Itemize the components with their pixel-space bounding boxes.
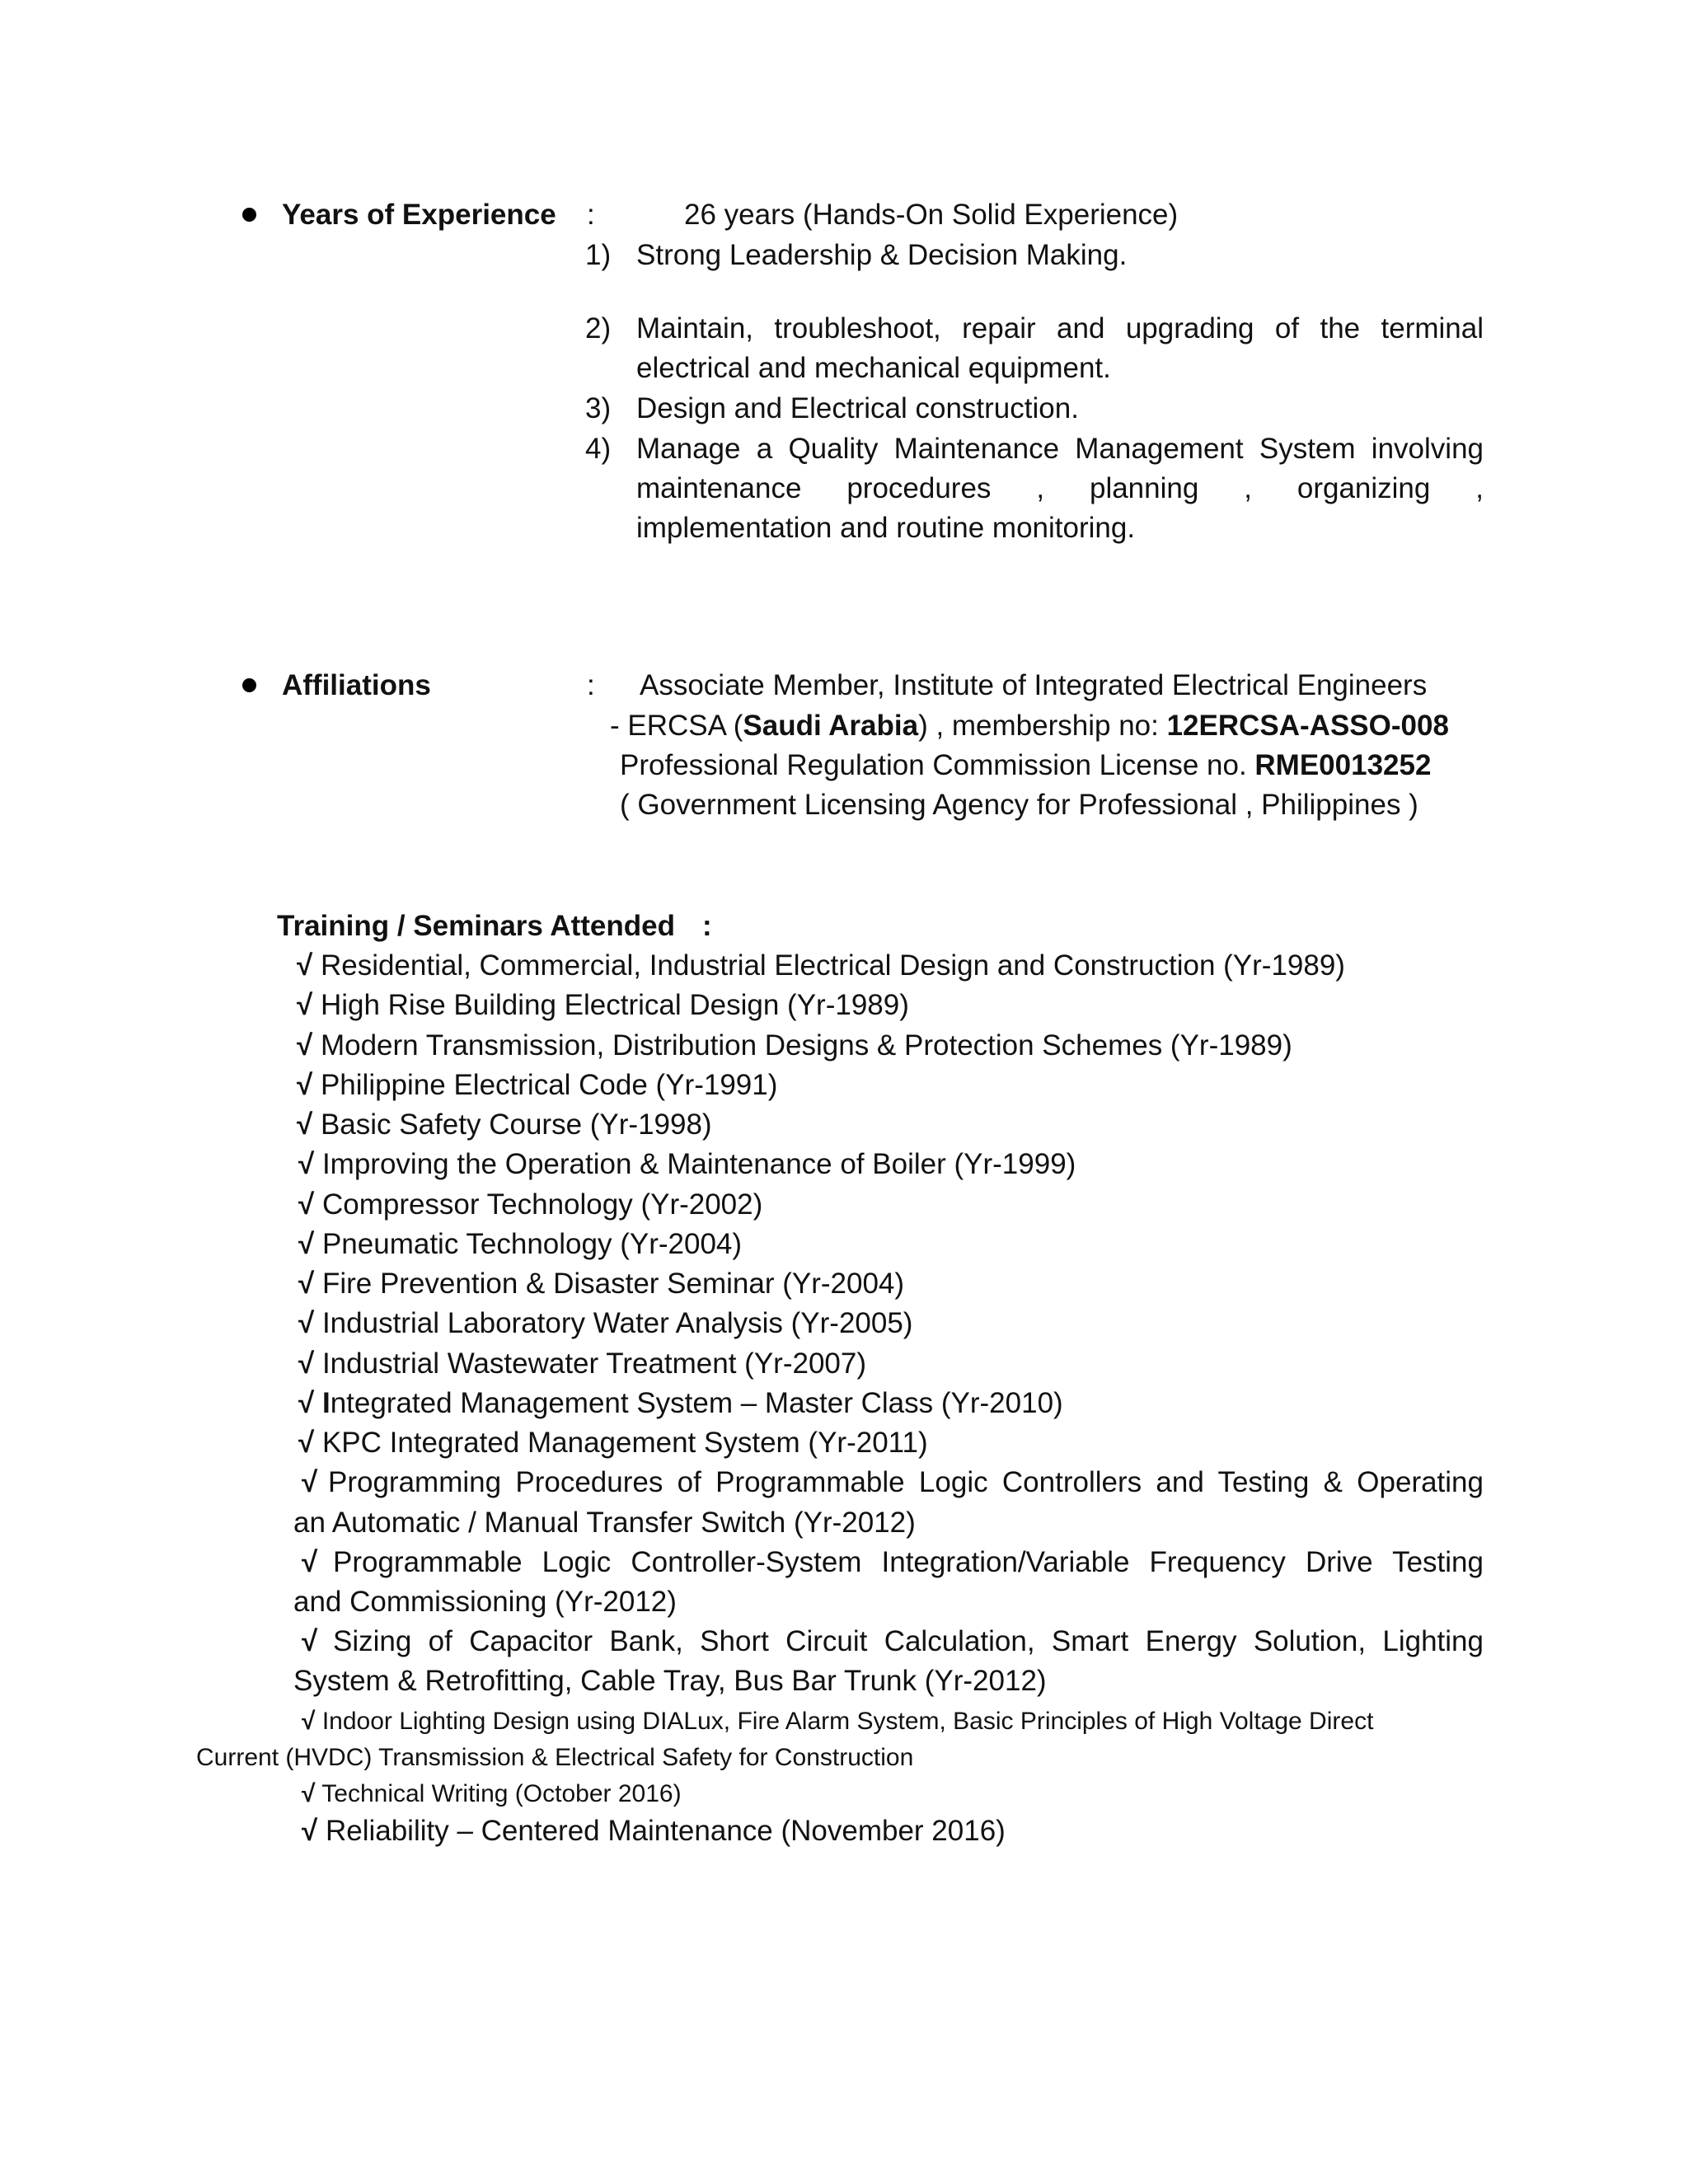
- check-icon: √: [297, 1069, 313, 1101]
- training-item: √ Industrial Wastewater Treatment (Yr-2007): [298, 1347, 867, 1380]
- check-icon: √: [297, 1108, 313, 1141]
- experience-item-number: 1): [585, 239, 612, 271]
- affiliation-line: ( Government Licensing Agency for Professional , Philippines ): [620, 789, 1418, 821]
- check-icon: √: [302, 1546, 318, 1578]
- check-icon: √: [302, 1780, 316, 1807]
- training-item: √ High Rise Building Electrical Design (Yr-1989): [297, 989, 909, 1021]
- training-item: √ Modern Transmission, Distribution Designs & Protection Schemes (Yr-1989): [297, 1029, 1292, 1062]
- affiliations-colon: :: [587, 669, 595, 701]
- training-item-text: and Commissioning (Yr-2012): [293, 1586, 677, 1618]
- training-item-text: Programming Procedures of Programmable Logic Controllers and Testing & Operating: [328, 1466, 1484, 1498]
- check-icon: √: [302, 1625, 318, 1657]
- experience-colon: :: [587, 199, 595, 231]
- affiliation-line: - ERCSA (Saudi Arabia) , membership no: 12ERCSA-ASSO-008: [610, 710, 1449, 742]
- training-item: √ Industrial Laboratory Water Analysis (Yr-2005): [298, 1307, 913, 1339]
- training-item: √ Residential, Commercial, Industrial Electrical Design and Construction (Yr-1989): [297, 949, 1345, 982]
- check-icon: √: [298, 1347, 315, 1380]
- affiliation-line: Professional Regulation Commission License no. RME0013252: [620, 749, 1432, 781]
- training-heading: Training / Seminars Attended: [277, 910, 675, 942]
- check-icon: √: [298, 1148, 315, 1180]
- training-item: √ KPC Integrated Management System (Yr-2011): [298, 1427, 928, 1459]
- affiliations-label: Affiliations: [282, 669, 431, 701]
- check-icon: √: [297, 1029, 313, 1062]
- affiliation-line: Associate Member, Institute of Integrated Electrical Engineers: [640, 669, 1428, 701]
- check-icon: √: [302, 1466, 318, 1498]
- check-icon: √: [298, 1427, 315, 1459]
- training-item-text: System & Retrofitting, Cable Tray, Bus Bar Trunk (Yr-2012): [293, 1665, 1047, 1697]
- training-item: √ Indoor Lighting Design using DIALux, Fire Alarm System, Basic Principles of High Voltage Direct: [302, 1708, 1374, 1735]
- experience-label: Years of Experience: [282, 199, 556, 231]
- training-item: √ Pneumatic Technology (Yr-2004): [298, 1228, 743, 1260]
- check-icon: √: [298, 1307, 315, 1339]
- training-item: √ Fire Prevention & Disaster Seminar (Yr-2004): [298, 1268, 905, 1300]
- experience-item-text: maintenance procedures , planning , organizing ,: [636, 472, 1484, 504]
- check-icon: √: [302, 1708, 316, 1735]
- check-icon: √: [297, 989, 313, 1021]
- experience-item-text: implementation and routine monitoring.: [636, 512, 1136, 544]
- training-item: √ Improving the Operation & Maintenance of Boiler (Yr-1999): [298, 1148, 1076, 1180]
- bullet-icon: [242, 208, 256, 222]
- check-icon: √: [302, 1815, 318, 1847]
- training-item-text: an Automatic / Manual Transfer Switch (Yr-2012): [293, 1507, 916, 1539]
- bullet-icon: [242, 678, 256, 692]
- training-item-text: Sizing of Capacitor Bank, Short Circuit Calculation, Smart Energy Solution, Lighting: [333, 1625, 1484, 1657]
- check-icon: √: [298, 1228, 315, 1260]
- experience-item-number: 2): [585, 312, 612, 344]
- experience-item-text: Strong Leadership & Decision Making.: [636, 239, 1128, 271]
- experience-item-number: 3): [585, 392, 612, 424]
- experience-item-text: electrical and mechanical equipment.: [636, 352, 1111, 384]
- experience-item-text: Design and Electrical construction.: [636, 392, 1079, 424]
- training-colon: :: [702, 910, 712, 942]
- experience-item-text: Maintain, troubleshoot, repair and upgrading of the terminal: [636, 312, 1484, 344]
- training-item: √ Technical Writing (October 2016): [302, 1780, 682, 1807]
- training-item: √ Integrated Management System – Master Class (Yr-2010): [298, 1387, 1063, 1419]
- training-item: √ Philippine Electrical Code (Yr-1991): [297, 1069, 778, 1101]
- training-item-text: Current (HVDC) Transmission & Electrical Safety for Construction: [196, 1744, 914, 1771]
- check-icon: √: [297, 949, 313, 982]
- training-item: √ Basic Safety Course (Yr-1998): [297, 1108, 712, 1141]
- check-icon: √: [298, 1387, 315, 1419]
- training-item: √ Compressor Technology (Yr-2002): [298, 1188, 763, 1221]
- check-icon: √: [298, 1188, 315, 1221]
- check-icon: √: [298, 1268, 315, 1300]
- experience-item-text: Manage a Quality Maintenance Management System involving: [636, 433, 1484, 465]
- training-item: √ Reliability – Centered Maintenance (November 2016): [302, 1815, 1006, 1847]
- experience-value: 26 years (Hands-On Solid Experience): [684, 199, 1179, 231]
- training-item-text: Programmable Logic Controller-System Integration/Variable Frequency Drive Testing: [333, 1546, 1484, 1578]
- experience-item-number: 4): [585, 433, 612, 465]
